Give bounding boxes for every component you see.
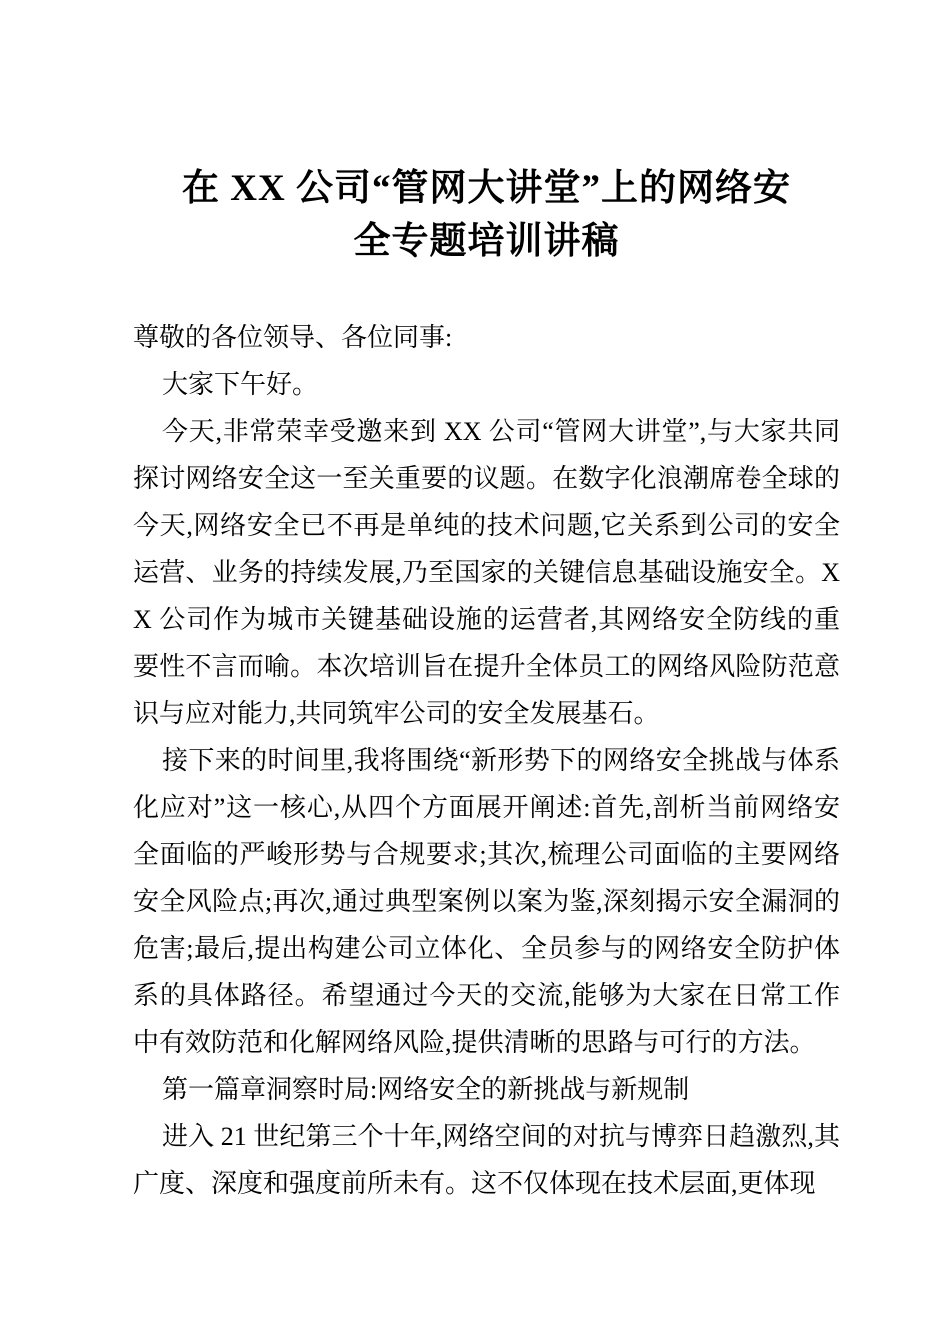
- paragraph-chapter-one-body: 进入 21 世纪第三个十年,网络空间的对抗与博弈日趋激烈,其广度、深度和强度前所未有。这不仅体现在技术层面,更体现: [133, 1122, 840, 1198]
- paragraph-outline: 接下来的时间里,我将围绕“新形势下的网络安全挑战与体系化应对”这一核心,从四个方面展开阐述:首先,剖析当前网络安全面临的严峻形势与合规要求;其次,梳理公司面临的主要网络安全风险点;再次,通过典型案例以案为鉴,深刻揭示安全漏洞的危害;最后,提出构建公司立体化、全员参与的网络安全防护体系的具体路径。希望通过今天的交流,能够为大家在日常工作中有效防范和化解网络风险,提供清晰的思路与可行的方法。: [133, 746, 840, 1057]
- document-title-line-2: 全专题培训讲稿: [353, 221, 620, 262]
- document-title-line-1: 在 XX 公司“管网大讲堂”上的网络安: [182, 168, 791, 209]
- paragraph-chapter-one-heading: 第一篇章洞察时局:网络安全的新挑战与新规制: [162, 1075, 690, 1104]
- document-title: [133, 162, 840, 268]
- paragraph-salutation: 尊敬的各位领导、各位同事:: [133, 323, 453, 352]
- paragraph-greeting: 大家下午好。: [162, 370, 319, 399]
- paragraph-introduction: 今天,非常荣幸受邀来到 XX 公司“管网大讲堂”,与大家共同探讨网络安全这一至关重要的议题。在数字化浪潮席卷全球的今天,网络安全已不再是单纯的技术问题,它关系到公司的安全运营、业务的持续发展,乃至国家的关键信息基础设施安全。XX 公司作为城市关键基础设施的运营者,其网络安全防线的重要性不言而喻。本次培训旨在提升全体员工的网络风险防范意识与应对能力,共同筑牢公司的安全发展基石。: [133, 417, 840, 728]
